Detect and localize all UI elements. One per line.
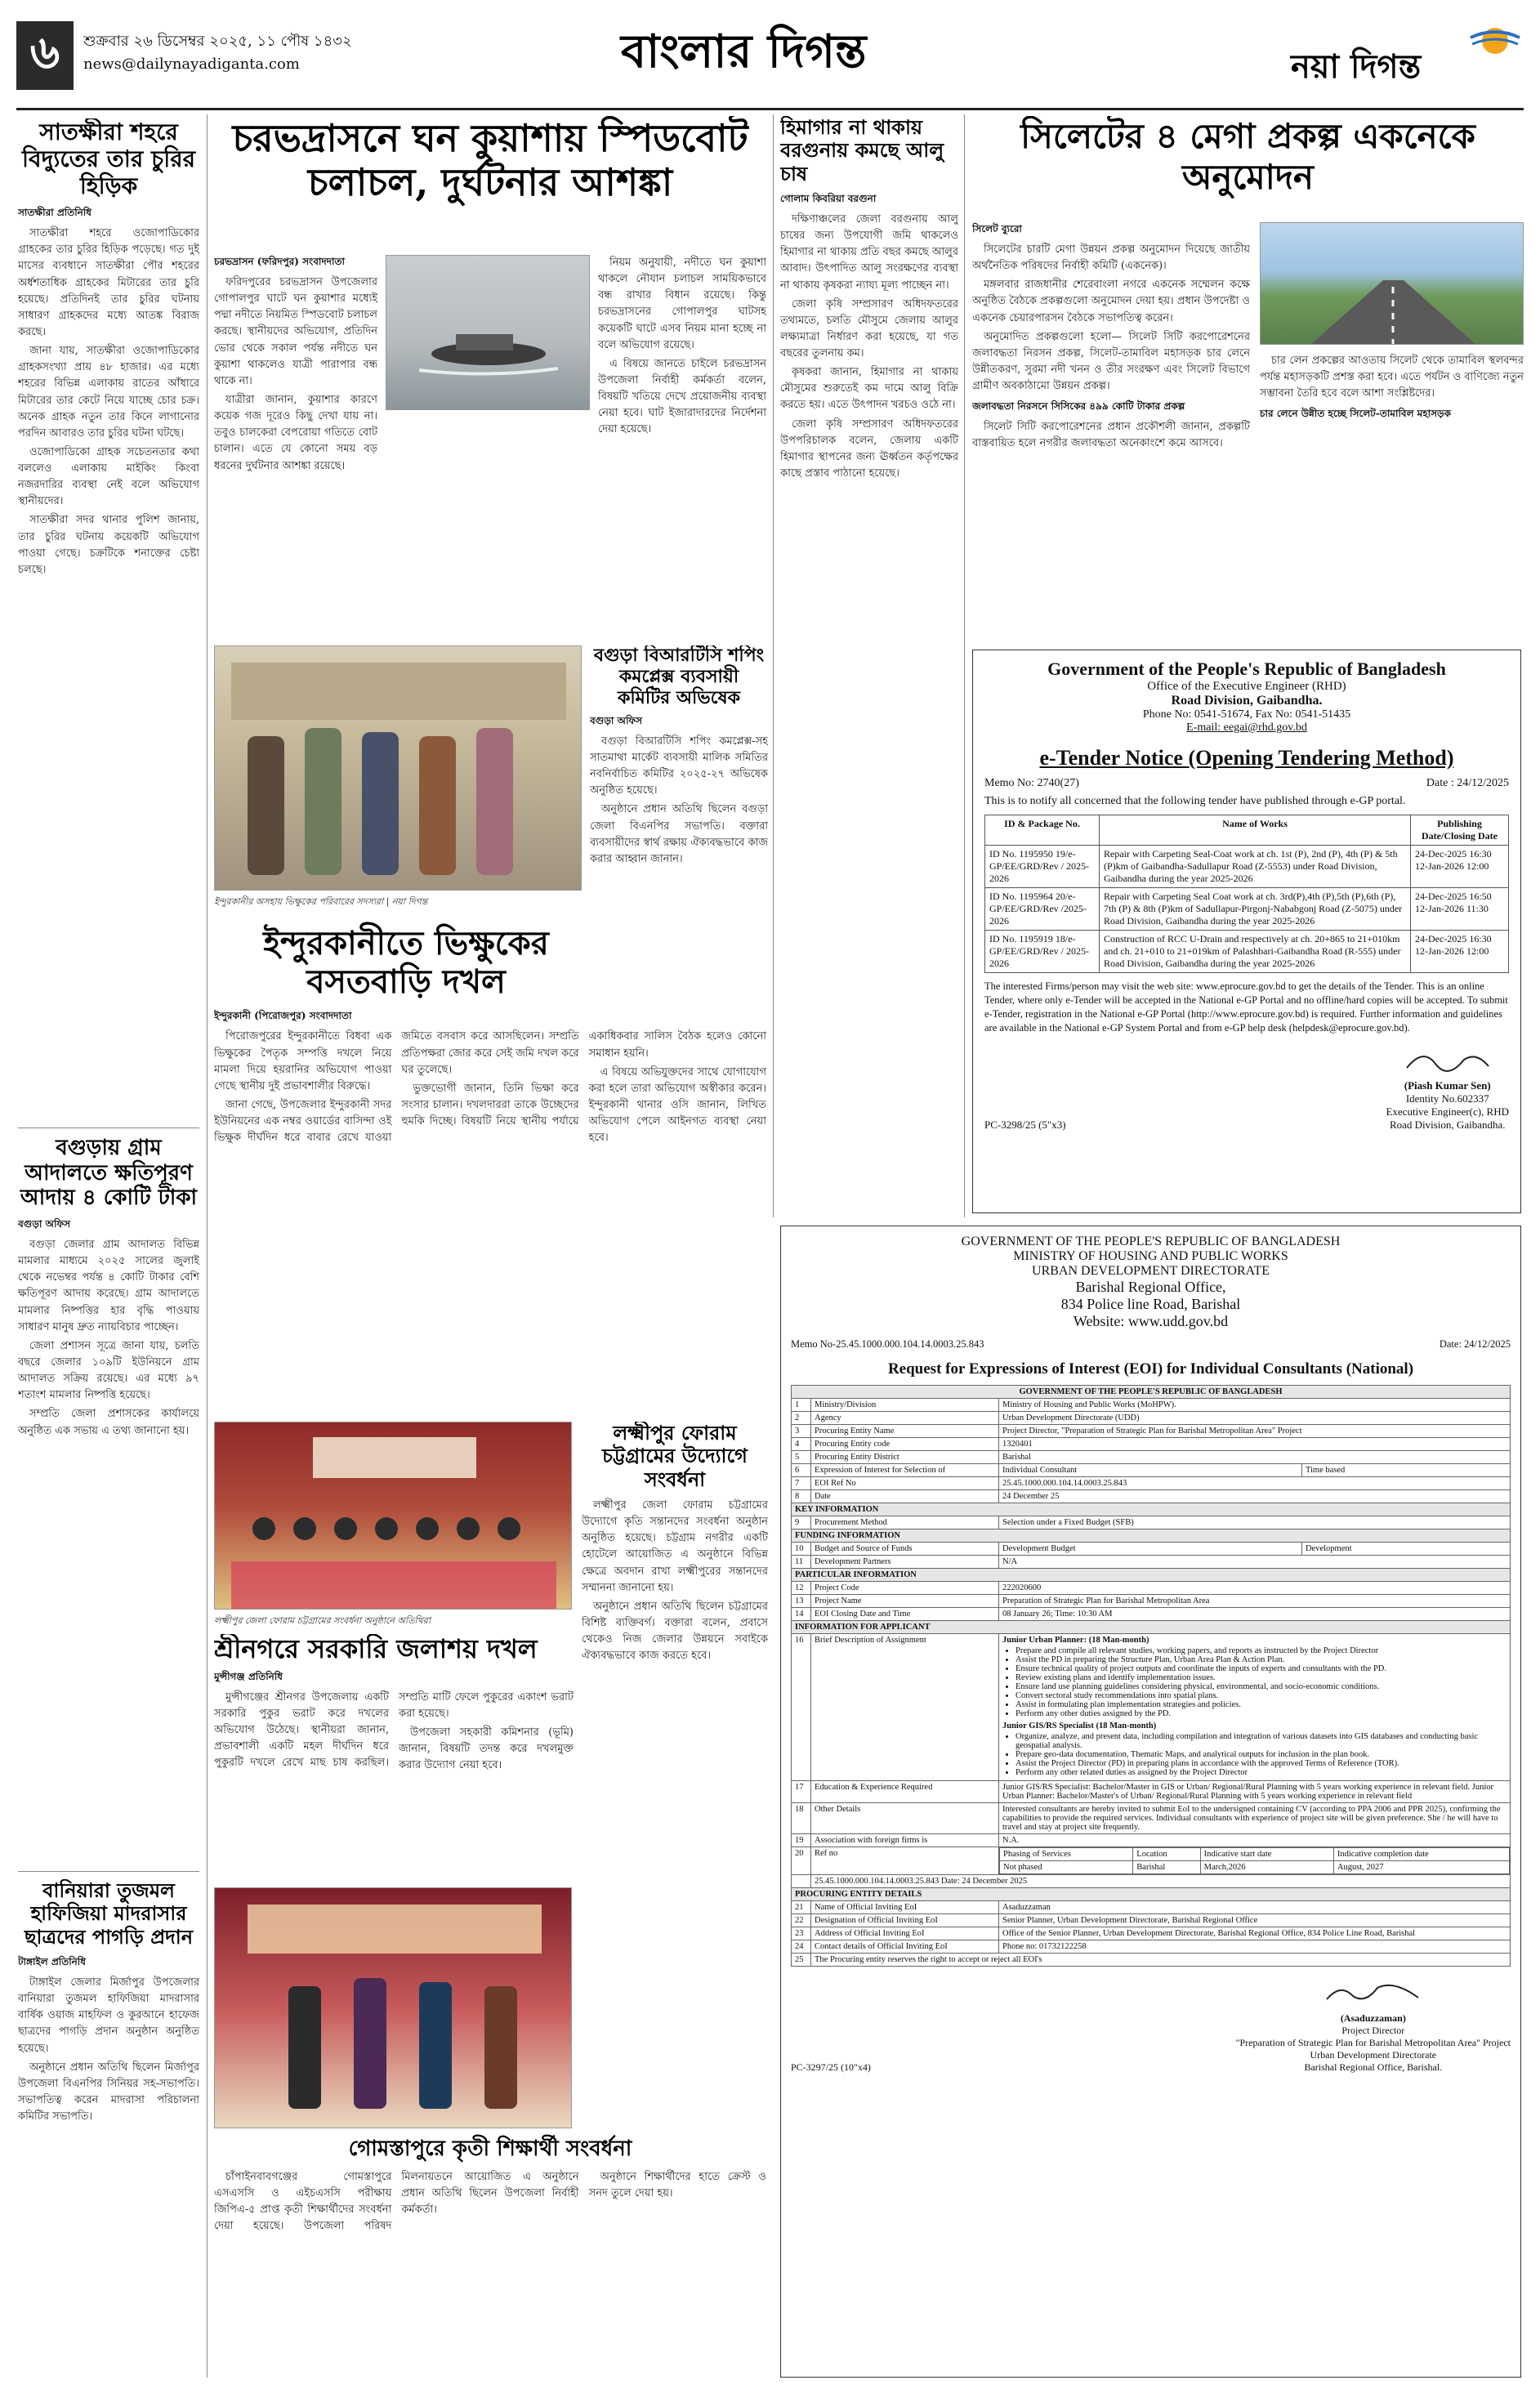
paragraph: জানা গেছে, উপজেলার ইন্দুরকানী সদর ইউনিয়নের এক নম্বর ওয়ার্ডের বাসিন্দা ওই ভিক্ষুক দীর্ঘদিন ধরে বাবার রেখে যাওয়া জমিতে বসবাস করে আসছিলেন। সম্প্রতি প্রতিপক্ষরা জোর করে সেই জমি দখল করে ঘর তুলেছে। <box>214 1030 579 1145</box>
paragraph: নিয়ম অনুযায়ী, নদীতে ঘন কুয়াশা থাকলে নৌযান চলাচল সাময়িকভাবে বন্ধ রাখার বিধান রয়েছে। কিন্তু চরভদ্রাসনের গোপালপুর ঘাটসহ কয়েকটি ঘাটে এসব নিয়ম মানা হচ্ছে না বলে অভিযোগ রয়েছে। <box>598 257 766 351</box>
eoi-title: Request for Expressions of Interest (EOI) for Individual Consultants (National) <box>887 1360 1414 1378</box>
phasing-table <box>999 1847 1510 1874</box>
gomostapur-event-photo <box>214 1887 572 2128</box>
cell: Project Code <box>811 1582 999 1595</box>
cell-time: 12:00 <box>1466 945 1489 957</box>
cell: EOI Ref No <box>811 1477 999 1490</box>
memo-date: Date: 24/12/2025 <box>1439 1338 1511 1350</box>
cell-time: 16:30 <box>1469 933 1492 944</box>
cell: EOI Closing Date and Time <box>811 1608 999 1621</box>
memo-no: Memo No: 2740(27) <box>984 777 1079 789</box>
cell: Brief Description of Assignment <box>811 1634 999 1781</box>
signatory-title: Executive Engineer(c), RHD <box>1386 1105 1509 1118</box>
paragraph: এ বিষয়ে অভিযুক্তদের সাথে যোগাযোগ করা হলে তারা অভিযোগ অস্বীকার করেন। ইন্দুরকানী থানার ওসি জানান, লিখিত অভিযোগ পেলে আইনগত ব্যবস্থা নেয়া হবে। <box>588 1065 766 1145</box>
cell: N/A <box>999 1556 1511 1569</box>
cell-date: 12-Jan-2026 <box>1415 860 1464 872</box>
tender-table <box>984 815 1509 973</box>
article-srinagar <box>214 1634 574 1879</box>
email-line: E-mail: eegai@rhd.gov.bd <box>1186 721 1307 734</box>
article-bogura-shopping <box>590 645 768 915</box>
cell-work: Repair with Carpeting Seal-Coat work at ch. 1st (P), 2nd (P), 4th (P) & 5th (P)km of Gaibandha-Sadullapur Road (Z-5553) under Road Division, Gaibandha during the year 2025-2026 <box>1100 846 1411 888</box>
section-head: FUNDING INFORMATION <box>792 1529 1511 1543</box>
cell: Development <box>1301 1543 1510 1556</box>
cell: Procuring Entity District <box>811 1451 999 1464</box>
cell: Procuring Entity code <box>811 1438 999 1451</box>
signatory-name: (Asaduzzaman) <box>1340 2012 1406 2024</box>
col-header: ID & Package No. <box>985 815 1100 846</box>
cell: 7 <box>792 1477 811 1490</box>
headline: শ্রীনগরে সরকারি জলাশয় দখল <box>214 1634 538 1664</box>
cell: Individual Consultant <box>999 1464 1302 1477</box>
cell: Senior Planner, Urban Development Directorate, Barishal Regional Office <box>999 1914 1511 1927</box>
cell-time: 12:00 <box>1466 860 1489 872</box>
cell-id: ID No. 1195919 18/e-GP/EE/GRD/Rev / 2025-2026 <box>985 931 1100 973</box>
paragraph: টাঙ্গাইল জেলার মির্জাপুর উপজেলার বানিয়ারা তুজমল হাফিজিয়া মাদরাসার বার্ষিক ওয়াজ মাহফিল ও কুরআনে হাফেজ ছাত্রদের পাগড়ি প্রদান অনুষ্ঠান অনুষ্ঠিত হয়েছে। <box>18 1976 199 2055</box>
paragraph: ওজোপাডিকো গ্রাহক সচেতনতার কথা বললেও এলাকায় মাইকিং কিংবা নজরদারির ব্যবস্থা নেই বলে অভিযোগ স্থানীয়দের। <box>18 445 199 508</box>
paragraph: চার লেন প্রকল্পের আওতায় সিলেট থেকে তামাবিল স্থলবন্দর পর্যন্ত মহাসড়কটি প্রশস্ত করা হবে। এতে পর্যটন ও বাণিজ্যে নতুন সম্ভাবনা তৈরি হবে বলে আশা সংশ্লিষ্টদের। <box>1260 355 1524 400</box>
cell-date: 24-Dec-2025 <box>1415 891 1467 902</box>
cell: The Procuring entity reserves the right to accept or reject all EOI's <box>811 1954 1511 1967</box>
byline: বগুড়া অফিস <box>590 714 643 726</box>
cell: 5 <box>792 1451 811 1464</box>
paragraph: জেলা কৃষি সম্প্রসারণ অধিদফতরের তথ্যমতে, চলতি মৌসুমে জেলায় আলুর লক্ষ্যমাত্রা নির্ধারণ করা হয়েছে, যা গত বছরের তুলনায় কম। <box>780 297 958 360</box>
section-head: PROCURING ENTITY DETAILS <box>792 1888 1511 1901</box>
dept-line: Road Division, Gaibandha. <box>1171 694 1323 708</box>
byline: গোলাম কিবরিয়া বরগুনা <box>780 192 877 204</box>
cell: 23 <box>792 1927 811 1940</box>
cell: 22 <box>792 1914 811 1927</box>
cell: Office of the Senior Planner, Urban Development Directorate, Barishal Regional Office, 834 Police Line Road, Barishal <box>999 1927 1511 1940</box>
cell: 13 <box>792 1595 811 1608</box>
cell: 25.45.1000.000.104.14.0003.25.843 <box>999 1477 1511 1490</box>
article-beggar <box>214 919 766 1401</box>
cell-id: ID No. 1195950 19/e-GP/EE/GRD/Rev / 2025-2026 <box>985 846 1100 888</box>
signature-icon <box>1399 1043 1497 1076</box>
cell: March,2026 <box>1200 1861 1333 1874</box>
page-number: ৬ <box>29 25 60 79</box>
table-row <box>792 1803 1511 1834</box>
table-row <box>792 1875 1511 1888</box>
headline: বগুড়া বিআরটিসি শপিং কমপ্লেক্স ব্যবসায়ী কমিটির অভিষেক <box>593 645 765 708</box>
cell: Procurement Method <box>811 1516 999 1529</box>
table-row <box>792 1451 1511 1464</box>
phone-line: Phone No: 0541-51674, Fax No: 0541-51435 <box>1142 708 1351 721</box>
cell: Indicative completion date <box>1333 1848 1509 1861</box>
cell: 10 <box>792 1543 811 1556</box>
headline: বানিয়ারা তুজমল হাফিজিয়া মাদরাসার ছাত্রদের পাগড়ি প্রদান <box>24 1879 194 1949</box>
memo-date: Date : 24/12/2025 <box>1426 777 1509 789</box>
paragraph: বগুড়া জেলার গ্রাম আদালত বিভিন্ন মামলার মাধ্যমে ২০২৫ সালের জুলাই থেকে নভেম্বর পর্যন্ত ৪ কোটি টাকার বেশি ক্ষতিপূরণ আদায় করেছে। গ্রাম আদালতে মামলার নিষ্পত্তির হার বৃদ্ধি পাওয়ায় সাধারণ মানুষ দ্রুত ন্যায়বিচার পাচ্ছেন। <box>18 1239 199 1333</box>
gov-line: Government of the People's Republic of Bangladesh <box>1047 659 1446 679</box>
list-item: • Assist the PD in preparing the Structure Plan, Urban Area Plan & Action Plan. <box>1016 1655 1507 1664</box>
signatory-title: Project Director <box>1341 2025 1405 2036</box>
paragraph: সাতক্ষীরা শহরে ওজোপাডিকোর গ্রাহকের তার চুরির হিড়িক পড়েছে। গত দুই মাসের ব্যবধানে সাতক্ষীরা পৌর শহরের অর্ধশতাধিক গ্রাহকের মিটারের তার চুরি হয়েছে। প্রতিদিনই তার চুরির ঘটনায় সাধারণ গ্রাহকদের মধ্যে আতঙ্ক বিরাজ করছে। <box>18 227 199 338</box>
cell: Not phased <box>1000 1861 1133 1874</box>
headline: হিমাগার না থাকায় বরগুনায় কমছে আলু চাষ <box>780 116 944 185</box>
cell: 2 <box>792 1412 811 1425</box>
list-item: • Prepare geo-data documentation, Thematic Maps, and analytical outputs for inclusion in the plan book. <box>1016 1750 1507 1759</box>
table-row <box>792 1490 1511 1503</box>
table-row <box>792 1412 1511 1425</box>
cell: Procuring Entity Name <box>811 1425 999 1438</box>
website-line: Website: www.udd.gov.bd <box>1073 1313 1229 1329</box>
table-row <box>792 1425 1511 1438</box>
cell-date: 24-Dec-2025 <box>1415 933 1467 944</box>
article-bogura-court <box>18 1136 199 1863</box>
photo-caption: ইন্দুরকানীর অসহায় ভিক্ষুকের পরিবারের সদস্যরা | নয়া দিগন্ত <box>214 896 428 907</box>
paragraph: অনুষ্ঠানে প্রধান অতিথি ছিলেন চট্টগ্রামের বিশিষ্ট ব্যক্তিবর্গ। বক্তারা বলেন, প্রবাসে থেকেও নিজ জেলার উন্নয়নে সবাইকে ঐক্যবদ্ধভাবে কাজ করতে হবে। <box>582 1600 768 1663</box>
table-row <box>792 1595 1511 1608</box>
paragraph: ভুক্তভোগী জানান, তিনি ভিক্ষা করে সংসার চালান। দখলদাররা তাকে উচ্ছেদের হুমকি দিচ্ছে। বিষয়টি নিয়ে স্থানীয় পর্যায়ে একাধিকবার সালিস বৈঠক হলেও কোনো সমাধান হয়নি। <box>401 1030 766 1128</box>
award-ceremony-icon <box>215 1888 572 2128</box>
table-row <box>792 1399 1511 1412</box>
headline: ইন্দুরকানীতে ভিক্ষুকের বসতবাড়ি দখল <box>263 924 549 1002</box>
road-icon <box>1261 223 1524 345</box>
cell: Asaduzzaman <box>999 1901 1511 1914</box>
list-item: • Assist the Project Director (PD) in preparing plans in accordance with the approved Terms of Reference (TOR). <box>1016 1759 1507 1768</box>
cell: Ministry of Housing and Public Works (MoHPW). <box>999 1399 1511 1412</box>
list-item: • Prepare and compile all relevant studies, working papers, and reports as instructed by the Project Director <box>1016 1646 1507 1655</box>
cell: Other Details <box>811 1803 999 1834</box>
boat-icon <box>386 256 590 410</box>
tender-notice <box>972 650 1521 1213</box>
list-item: • Ensure land use planning guidelines considering physical, environmental, and socio-economic conditions. <box>1016 1682 1507 1691</box>
cell: Location <box>1133 1848 1200 1861</box>
cell-work: Repair with Carpeting Seal Coat work at ch. 3rd(P),4th (P),5th (P),6th (P), 7th (P) & 8th (P)km of Sadullapur-Pirgonj-Nababgonj Road (Z-5075) under Road Division, Gaibandha during the year 2025-2026 <box>1100 888 1411 931</box>
cell: 25.45.1000.000.104.14.0003.25.843 Date: 24 December 2025 <box>811 1875 1511 1888</box>
cell: 14 <box>792 1608 811 1621</box>
paragraph: লক্ষ্মীপুর জেলা ফোরাম চট্টগ্রামের উদ্যোগে কৃতি সন্তানদের সংবর্ধনা অনুষ্ঠান অনুষ্ঠিত হয়েছে। চট্টগ্রাম নগরীর একটি হোটেলে আয়োজিত এ অনুষ্ঠানে বিভিন্ন ক্ষেত্রে অবদান রাখা লক্ষ্মীপুরের সন্তানদের সম্মাননা জানানো হয়। <box>582 1498 768 1594</box>
cell: Ref no <box>811 1847 999 1875</box>
article-sylhet <box>972 116 1524 639</box>
paragraph: জেলা প্রশাসন সূত্রে জানা যায়, চলতি বছরে জেলার ১০৯টি ইউনিয়নে গ্রাম আদালত সক্রিয় রয়েছে। এর মধ্যে ৯৭ শতাংশ মামলার নিষ্পত্তি হয়েছে। <box>18 1339 199 1402</box>
eoi-notice <box>780 1226 1521 2378</box>
beggar-family-photo <box>214 645 582 891</box>
byline: বগুড়া অফিস <box>18 1218 71 1230</box>
paragraph: অনুমোদিত প্রকল্পগুলো হলো— সিলেট সিটি করপোরেশনের জলাবদ্ধতা নিরসন প্রকল্প, সিলেট-তামাবিল মহাসড়ক চার লেনে উন্নীতকরণ, সুরমা নদী খনন ও তীর সংরক্ষণ এবং সিলেট বিভাগে গ্রামীণ অবকাঠামো উন্নয়ন প্রকল্প। <box>972 330 1250 393</box>
paragraph: সিলেটের চারটি মেগা উন্নয়ন প্রকল্প অনুমোদন দিয়েছে জাতীয় অর্থনৈতিক পরিষদের নির্বাহী কমিটি (একনেক)। <box>972 243 1250 273</box>
table-row <box>985 931 1509 973</box>
list-item: • Organize, analyze, and present data, including compilation and integration of various datasets into GIS databases and conducting basic geospatial analysis. <box>1016 1732 1507 1750</box>
table-row <box>985 846 1509 888</box>
cell: 222020600 <box>999 1582 1511 1595</box>
list-item: • Review existing plans and identify implementation issues. <box>1016 1673 1507 1682</box>
table-row <box>792 1927 1511 1940</box>
table-row <box>792 1608 1511 1621</box>
cell-time: 11:30 <box>1466 903 1489 914</box>
paragraph: দক্ষিণাঞ্চলের জেলা বরগুনায় আলু চাষের জন্য উপযোগী জমি থাকলেও হিমাগার না থাকায় প্রতি বছর কমছে আলুর আবাদ। উৎপাদিত আলু সংরক্ষণের ব্যবস্থা না থাকায় কৃষকরা ন্যায্য মূল্য পাচ্ছেন না। <box>780 212 958 292</box>
headline: সাতক্ষীরা শহরে বিদ্যুতের তার চুরির হিড়িক <box>21 118 196 200</box>
headline-line-1: চরভদ্রাসনে ঘন কুয়াশায় স্পিডবোট <box>232 116 748 160</box>
paragraph: বগুড়া বিআরটিসি শপিং কমপ্লেক্স-সহ সাতমাথা মার্কেট ব্যবসায়ী মালিক সমিতির নবনির্বাচিত কমিটির ২০২৫-২৭ অভিষেক অনুষ্ঠিত হয়েছে। <box>590 735 768 797</box>
cell: Designation of Official Inviting EoI <box>811 1914 999 1927</box>
byline: সিলেট ব্যুরো <box>972 223 1022 234</box>
cell: Development Budget <box>999 1543 1302 1556</box>
cell: 08 January 26; Time: 10:30 AM <box>999 1608 1511 1621</box>
cell: Contact details of Official Inviting EoI <box>811 1940 999 1954</box>
table-row <box>792 1914 1511 1927</box>
gov-line: GOVERNMENT OF THE PEOPLE'S REPUBLIC OF BANGLADESH <box>961 1235 1341 1248</box>
list-item: • Ensure technical quality of project outputs and coordinate the inputs of experts and consultants with the PD. <box>1016 1664 1507 1673</box>
paragraph: মঙ্গলবার রাজধানীর শেরেবাংলা নগরে একনেক সম্মেলন কক্ষে অনুষ্ঠিত বৈঠকে প্রকল্পগুলো অনুমোদন দেয়া হয়। প্রধান উপদেষ্টা ও একনেক চেয়ারপারসন বৈঠকে সভাপতিত্ব করেন। <box>972 279 1250 324</box>
byline: চরভদ্রাসন (ফরিদপুর) সংবাদদাতা <box>214 256 345 267</box>
paragraph: ফরিদপুরের চরভদ্রাসন উপজেলার গোপালপুর ঘাটে ঘন কুয়াশার মধ্যেই পদ্মা নদীতে নিয়মিত স্পিডবোট চলাচল করছে। স্থানীয়দের অভিযোগ, প্রতিদিন ভোর থেকে সকাল পর্যন্ত নদীতে ঘন কুয়াশা থাকলেও যাত্রী পারাপার বন্ধ থাকে না। <box>214 276 377 387</box>
cell: Address of Official Inviting EoI <box>811 1927 999 1940</box>
signatory-office: Barishal Regional Office, Barishal. <box>1304 2061 1443 2073</box>
dept-line: URBAN DEVELOPMENT DIRECTORATE <box>1032 1264 1270 1278</box>
cell: Urban Development Directorate (UDD) <box>999 1412 1511 1425</box>
page-number-badge <box>16 21 74 90</box>
role-title: Junior Urban Planner: (18 Man-month) <box>1002 1636 1149 1645</box>
table-row <box>792 1582 1511 1595</box>
cell: Preparation of Strategic Plan for Barishal Metropolitan Area <box>999 1595 1511 1608</box>
table-head: GOVERNMENT OF THE PEOPLE'S REPUBLIC OF BANGLADESH <box>792 1386 1511 1399</box>
cell: Project Name <box>811 1595 999 1608</box>
section-head: INFORMATION FOR APPLICANT <box>792 1621 1511 1634</box>
cell: Education & Experience Required <box>811 1781 999 1803</box>
list-item: • Perform any other duties assigned by the PD. <box>1016 1709 1507 1718</box>
office-line: Barishal Regional Office, <box>1075 1279 1226 1295</box>
section-head: KEY INFORMATION <box>792 1503 1511 1516</box>
cell: Development Partners <box>811 1556 999 1569</box>
masthead <box>16 15 1524 106</box>
paragraph: মুন্সীগঞ্জের শ্রীনগর উপজেলায় একটি সরকারি পুকুর ভরাট করে দখলের অভিযোগ উঠেছে। স্থানীয়রা জানান, প্রভাবশালী একটি মহল দীর্ঘদিন ধরে পুকুরটি দখলে রেখে মাছ চাষ করছিল। সম্প্রতি মাটি ফেলে পুকুরের একাংশ ভরাট করা হয়েছে। <box>214 1690 574 1770</box>
table-row: 16 Brief Description of Assignment Junior Urban Planner: (18 Man-month) • Prepare and compile all relevant studies, working papers, and reports as instructed by the Project Director • Assist the PD in preparing the Structure Plan, Urban Area Plan & Action Plan. • Ensure technical quality of project outputs and coordinate the inputs of experts and consultants with the PD. • Review existing plans and identify implementation issues. • Ensure land use planning guidelines considering physical, environmental, and socio-economic conditions. • Convert sectoral study recommendations into spatial plans. • Assist in formulating plan implementation strategies and policies. • Perform any other duties assigned by the PD. Junior GIS/RS Specialist (18 Man-month) • Organize, analyze, and present data, including compilation and integration of various datasets into GIS databases and conducting basic geospatial analysis. • Prepare geo-data documentation, Thematic Maps, and analytical outputs for inclusion in the plan book. • Assist the Project Director (PD) in preparing plans in accordance with the approved Terms of Reference (TOR). • Perform any other related duties as assigned by the Project Director <box>792 1634 1511 1781</box>
cell: 3 <box>792 1425 811 1438</box>
footer-text: The interested Firms/person may visit the web site: www.eprocure.gov.bd to get the details of the Tender. This is an online Tender, where only e-Tender will be accepted in the National e-GP Portal and no offline/hard copies will be accepted. To submit e-Tender, registration in the National e-GP Portal (http://www.eprocure.gov.bd) is required. Further information and guidelines are available in the National e-GP System Portal and from e-GP help desk (helpdesk@eprocure.gov.bd). <box>984 980 1508 1034</box>
signatory-dept: Urban Development Directorate <box>1310 2049 1437 2061</box>
role-title: Junior GIS/RS Specialist (18 Man-month) <box>1002 1721 1157 1730</box>
cell: Interested consultants are hereby invited to submit EoI to the undersigned containing CV (according to PPA 2006 and PPR 2025), confirming the capabilities to provide the required services. Individual consultants with experience of project site will be given preference. She / he will have to travel and stay at project site frequently. <box>999 1803 1511 1834</box>
cell: Time based <box>1301 1464 1510 1477</box>
article-speedboat <box>214 116 766 598</box>
paragraph: জেলা কৃষি সম্প্রসারণ অধিদফতরের উপপরিচালক বলেন, জেলায় একটি হিমাগার স্থাপনের জন্য ঊর্ধ্বতন কর্তৃপক্ষের কাছে প্রস্তাব পাঠানো হয়েছে। <box>780 418 958 480</box>
cell-date: 12-Jan-2026 <box>1415 903 1464 914</box>
assignment-description <box>999 1634 1511 1781</box>
cell: 18 <box>792 1803 811 1834</box>
cell: 11 <box>792 1556 811 1569</box>
cell: 1320401 <box>999 1438 1511 1451</box>
cell: Selection under a Fixed Budget (SFB) <box>999 1516 1511 1529</box>
paragraph: অনুষ্ঠানে প্রধান অতিথি ছিলেন বগুড়া জেলা বিএনপির সভাপতি। বক্তারা ব্যবসায়ীদের স্বার্থ রক্ষায় ঐক্যবদ্ধভাবে কাজ করার আহ্বান জানান। <box>590 803 768 865</box>
paragraph: সিলেট সিটি করপোরেশনের প্রধান প্রকৌশলী জানান, প্রকল্পটি বাস্তবায়িত হলে নগরীর জলাবদ্ধতা অনেকাংশে কমে আসবে। <box>972 421 1250 450</box>
article-potato <box>780 116 958 1211</box>
table-row <box>792 1781 1511 1803</box>
subhead: চার লেনে উন্নীত হচ্ছে সিলেট-তামাবিল মহাসড়ক <box>1260 408 1452 420</box>
people-group-icon <box>215 646 582 891</box>
paragraph: সাতক্ষীরা সদর থানার পুলিশ জানায়, তার চুরির ঘটনায় কয়েকটি অভিযোগ পাওয়া গেছে। চক্রটিকে শনাক্তের চেষ্টা চলছে। <box>18 514 199 576</box>
paragraph: পিরোজপুরের ইন্দুরকানীতে বিধবা এক ভিক্ষুকের পৈতৃক সম্পত্তি দখলে নিয়ে মামলা দিয়ে হয়রানির অভিযোগ পাওয়া গেছে স্থানীয় দুই প্রভাবশালীর বিরুদ্ধে। <box>214 1030 392 1092</box>
cell: Name of Official Inviting EoI <box>811 1901 999 1914</box>
col-header: Name of Works <box>1100 815 1411 846</box>
cell: Agency <box>811 1412 999 1425</box>
address-line: 834 Police line Road, Barishal <box>1060 1296 1241 1312</box>
date-line: শুক্রবার ২৬ ডিসেম্বর ২০২৫, ১১ পৌষ ১৪৩২ <box>83 33 352 50</box>
cell: 4 <box>792 1438 811 1451</box>
paragraph: কৃষকরা জানান, হিমাগার না থাকায় মৌসুমের শুরুতেই কম দামে আলু বিক্রি করতে হয়। এতে উৎপাদন খরচও ওঠে না। <box>780 366 958 412</box>
byline: ইন্দুরকানী (পিরোজপুর) সংবাদদাতা <box>214 1010 352 1022</box>
paragraph: অনুষ্ঠানে শিক্ষার্থীদের হাতে ক্রেস্ট ও সনদ তুলে দেয়া হয়। <box>588 2171 766 2200</box>
newspaper-logo <box>1291 23 1524 88</box>
paragraph: এ বিষয়ে জানতে চাইলে চরভদ্রাসন উপজেলা নির্বাহী কর্মকর্তা বলেন, বিষয়টি খতিয়ে দেখে প্রয়োজনীয় ব্যবস্থা নেয়া হবে। ঘাট ইজারাদারদের নির্দেশনা দেয়া হয়েছে। <box>598 357 766 436</box>
email-line: news@dailynayadiganta.com <box>83 56 300 73</box>
paragraph: অনুষ্ঠানে প্রধান অতিথি ছিলেন মির্জাপুর উপজেলা বিএনপির সিনিয়র সহ-সভাপতি। সভাপতিত্ব করেন মাদরাসা পরিচালনা কমিটির সভাপতি। <box>18 2061 199 2123</box>
paragraph: সম্প্রতি জেলা প্রশাসকের কার্যালয়ে অনুষ্ঠিত এক সভায় এ তথ্য জানানো হয়। <box>18 1408 199 1437</box>
headline: লক্ষ্মীপুর ফোরাম চট্টগ্রামের উদ্যোগে সংবর্ধনা <box>602 1422 748 1491</box>
cell: 6 <box>792 1464 811 1477</box>
cell: 25 <box>792 1954 811 1967</box>
list-item: • Perform any other related duties as assigned by the Project Director <box>1016 1768 1507 1777</box>
section-title: বাংলার দিগন্ত <box>621 25 867 78</box>
cell: 12 <box>792 1582 811 1595</box>
cell: Date <box>811 1490 999 1503</box>
table-row <box>792 1556 1511 1569</box>
list-item: • Convert sectoral study recommendations into spatial plans. <box>1016 1691 1507 1700</box>
cell: 19 <box>792 1834 811 1847</box>
ad-ref: PC-3297/25 (10"x4) <box>791 2061 871 2073</box>
article-gomostapur-headline: গোমস্তাপুরে কৃতী শিক্ষার্থী সংবর্ধনা <box>348 2137 632 2161</box>
cell: Ministry/Division <box>811 1399 999 1412</box>
signature-icon <box>1320 1976 1426 2009</box>
signatory-name: (Piash Kumar Sen) <box>1404 1078 1491 1092</box>
cell: 1 <box>792 1399 811 1412</box>
section-head: PARTICULAR INFORMATION <box>792 1569 1511 1582</box>
table-row <box>792 1940 1511 1954</box>
table-row <box>985 888 1509 931</box>
cell: Junior GIS/RS Specialist: Bachelor/Master in GIS or Urban/ Regional/Rural Planning with 5 years working experience in relevant field. Junior Urban Planner: Bachelor/Master's of Urban/ Regional/Rural Planning with 5 years working experience in relevant field <box>999 1781 1511 1803</box>
table-row <box>792 1543 1511 1556</box>
cell-date: 24-Dec-2025 <box>1415 848 1467 860</box>
tender-title: e-Tender Notice (Opening Tendering Method) <box>1039 746 1454 770</box>
table-row <box>792 1901 1511 1914</box>
paragraph: জানা যায়, সাতক্ষীরা ওজোপাডিকোর গ্রাহকসংখ্যা প্রায় ৪৮ হাজার। এর মধ্যে শহরের বিভিন্ন এলাকায় রাতের আঁধারে মিটারের তার কেটে নিয়ে যাচ্ছে চোর চক্র। অনেক গ্রাহক নতুন তার কিনে লাগানোর পরদিন আবারও তার চুরির ঘটনা ঘটছে। <box>18 345 199 440</box>
headline-line-2: চলাচল, দুর্ঘটনার আশঙ্কা <box>307 160 673 205</box>
intro: This is to notify all concerned that the following tender have published through e-GP portal. <box>984 795 1406 807</box>
ad-ref: PC-3298/25 (5"x3) <box>984 1118 1066 1131</box>
article-madrasa <box>18 1879 199 2369</box>
office-line: Office of the Executive Engineer (RHD) <box>1147 680 1346 693</box>
cell: 24 December 25 <box>999 1490 1511 1503</box>
cell: Indicative start date <box>1200 1848 1333 1861</box>
cell-date: 12-Jan-2026 <box>1415 945 1464 957</box>
cell: Expression of Interest for Selection of <box>811 1464 999 1477</box>
highway-photo <box>1260 222 1524 345</box>
speedboat-photo <box>386 255 590 410</box>
cell: 24 <box>792 1940 811 1954</box>
cell-work: Construction of RCC U-Drain and respectively at ch. 20+865 to 21+010km and ch. 21+010 to 21+019km of Palashbari-Gaibandha Road (R-555) under Road Division, Gaibandha during the year 2025-2026 <box>1100 931 1411 973</box>
signatory-id: Identity No.602337 <box>1405 1092 1489 1105</box>
cell: 8 <box>792 1490 811 1503</box>
cell: 9 <box>792 1516 811 1529</box>
paragraph: যাত্রীরা জানান, কুয়াশার কারণে কয়েক গজ দূরেও কিছু দেখা যায় না। তবুও চালকেরা বেপরোয়া গতিতে বোট চালান। এতে যে কোনো সময় বড় ধরনের দুর্ঘটনার আশঙ্কা রয়েছে। <box>214 393 377 472</box>
article-satkhira <box>18 118 199 1181</box>
table-row: 20 Ref no Phasing of Services Location Indicative start date Indicative completion date Not phased Barishal March,2026 August, 2027 <box>792 1847 1511 1875</box>
table-row <box>792 1834 1511 1847</box>
headline: সিলেটের ৪ মেগা প্রকল্প একনেকে অনুমোদন <box>1020 116 1475 197</box>
stage-icon <box>215 1422 572 1610</box>
cell: Phasing of Services <box>1000 1848 1133 1861</box>
table-row <box>792 1477 1511 1490</box>
signatory-office: Road Division, Gaibandha. <box>1389 1118 1506 1131</box>
cell: Association with foreign firms is <box>811 1834 999 1847</box>
signatory-project: "Preparation of Strategic Plan for Barishal Metropolitan Area" Project <box>1235 2037 1511 2048</box>
cell: N.A. <box>999 1834 1511 1847</box>
table-row <box>792 1516 1511 1529</box>
byline: টাঙ্গাইল প্রতিনিধি <box>18 1955 86 1967</box>
list-item: • Assist in formulating plan implementation strategies and policies. <box>1016 1700 1507 1709</box>
col-header: Publishing Date/Closing Date <box>1411 815 1509 846</box>
cell-time: 16:50 <box>1469 891 1492 902</box>
article-lakshmipur <box>582 1422 768 1879</box>
paragraph: উপজেলা সহকারী কমিশনার (ভূমি) জানান, বিষয়টি তদন্ত করে দখলমুক্ত করার উদ্যোগ নেয়া হবে। <box>399 1726 574 1772</box>
memo-no: Memo No-25.45.1000.000.104.14.0003.25.843 <box>791 1338 984 1350</box>
cell: 21 <box>792 1901 811 1914</box>
logo-text: নয়া দিগন্ত <box>1291 47 1422 86</box>
table-row <box>792 1954 1511 1967</box>
cell-time: 16:30 <box>1469 848 1492 860</box>
photo-caption: লক্ষ্মীপুর জেলা ফোরাম চট্টগ্রামের সংবর্ধনা অনুষ্ঠানে অতিথিরা <box>214 1615 431 1626</box>
byline: সাতক্ষীরা প্রতিনিধি <box>18 207 92 219</box>
cell-id: ID No. 1195964 20/e-GP/EE/GRD/Rev /2025-2026 <box>985 888 1100 931</box>
cell: Phone no: 01732122258 <box>999 1940 1511 1954</box>
eoi-table <box>791 1385 1511 1967</box>
byline: মুন্সীগঞ্জ প্রতিনিধি <box>214 1670 283 1682</box>
cell: Project Director, "Preparation of Strategic Plan for Barishal Metropolitan Area" Project <box>999 1425 1511 1438</box>
lakshmipur-event-photo <box>214 1422 572 1610</box>
cell: Barishal <box>1133 1861 1200 1874</box>
cell: Barishal <box>999 1451 1511 1464</box>
headline: বগুড়ায় গ্রাম আদালতে ক্ষতিপূরণ আদায় ৪ কোটি টাকা <box>20 1136 198 1211</box>
table-row <box>792 1438 1511 1451</box>
article-gomostapur-body <box>214 2169 766 2378</box>
cell: 17 <box>792 1781 811 1803</box>
table-row <box>792 1464 1511 1477</box>
subhead: জলাবদ্ধতা নিরসনে সিসিকের ৪৯৯ কোটি টাকার প্রকল্প <box>972 400 1185 413</box>
ministry-line: MINISTRY OF HOUSING AND PUBLIC WORKS <box>1013 1249 1288 1263</box>
cell: Budget and Source of Funds <box>811 1543 999 1556</box>
cell: August, 2027 <box>1333 1861 1509 1874</box>
paragraph: চাঁপাইনবাবগঞ্জের গোমস্তাপুরে এসএসসি ও এইচএসসি পরীক্ষায় জিপিএ-৫ প্রাপ্ত কৃতী শিক্ষার্থীদের সংবর্ধনা দেয়া হয়েছে। উপজেলা পরিষদ মিলনায়তনে আয়োজিত এ অনুষ্ঠানে প্রধান অতিথি ছিলেন উপজেলা নির্বাহী কর্মকর্তা। <box>214 2171 579 2233</box>
